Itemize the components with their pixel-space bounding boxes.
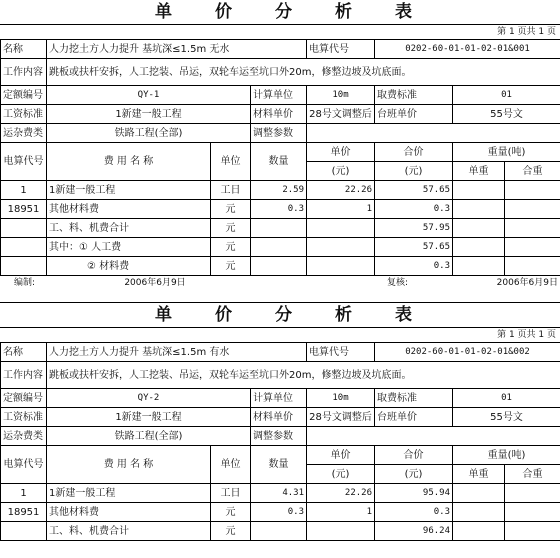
quota-no-label: 定额编号 — [1, 86, 47, 105]
reviewer-label: 复核: — [386, 278, 408, 288]
fee-std-value: 01 — [453, 389, 560, 408]
col-header-total-unit: (元) — [375, 465, 453, 484]
col-header-qty: 数量 — [251, 446, 307, 484]
editor-label: 编制: — [14, 278, 36, 288]
material-price-value: 28号文调整后 — [307, 105, 375, 124]
sheet-footer — [0, 276, 560, 291]
quota-no-label: 定额编号 — [1, 389, 47, 408]
col-header-code: 电算代号 — [1, 446, 47, 484]
machine-price-label: 台班单价 — [375, 408, 453, 427]
col-header-price-unit: (元) — [307, 465, 375, 484]
sheet-title: 单 价 分 析 表 — [0, 302, 560, 327]
table-row: 18951 其他材料费 元 0.3 1 0.3 — [1, 200, 560, 219]
machine-price-label: 台班单价 — [375, 105, 453, 124]
col-header-total-weight: 合重 — [505, 162, 560, 181]
name-label: 名称 — [1, 343, 47, 362]
calc-code-label: 电算代号 — [307, 343, 375, 362]
adjust-param-value — [307, 427, 560, 446]
analysis-table — [0, 342, 560, 541]
table-row: 18951 其他材料费 元 0.3 1 0.3 — [1, 503, 560, 522]
col-header-total: 合价 — [375, 446, 453, 465]
misc-transport-value: 铁路工程(全部) — [47, 124, 251, 143]
wage-std-label: 工资标准 — [1, 408, 47, 427]
table-row: 工、料、机费合计 元 57.95 — [1, 219, 560, 238]
page-info: 第 1 页共 1 页 — [0, 327, 560, 342]
col-header-price: 单价 — [307, 143, 375, 162]
name-label: 名称 — [1, 40, 47, 59]
col-header-total-unit: (元) — [375, 162, 453, 181]
adjust-param-label: 调整参数 — [251, 124, 307, 143]
page-info: 第 1 页共 1 页 — [0, 24, 560, 39]
work-content-value: 跳板或扶杆安拆，人工挖装、吊运，双轮车运至坑口外20m，修整边坡及坑底面。 — [47, 362, 560, 389]
col-header-name: 费 用 名 称 — [47, 446, 211, 484]
work-content-label: 工作内容 — [1, 362, 47, 389]
col-header-unit: 单位 — [211, 446, 251, 484]
fee-std-label: 取费标准 — [375, 86, 453, 105]
misc-transport-label: 运杂费类 — [1, 427, 47, 446]
col-header-total-weight: 合重 — [505, 465, 560, 484]
material-price-label: 材料单价 — [251, 105, 307, 124]
misc-transport-label: 运杂费类 — [1, 124, 47, 143]
col-header-price-unit: (元) — [307, 162, 375, 181]
calc-unit-label: 计算单位 — [251, 389, 307, 408]
wage-std-value: 1新建一般工程 — [47, 408, 251, 427]
analysis-table — [0, 39, 560, 276]
work-content-label: 工作内容 — [1, 59, 47, 86]
table-row: 其中：① 人工费 元 57.65 — [1, 238, 560, 257]
edit-date: 2006年6月9日 — [124, 278, 186, 288]
col-header-code: 电算代号 — [1, 143, 47, 181]
table-row: 工、料、机费合计 元 96.24 — [1, 522, 560, 541]
wage-std-value: 1新建一般工程 — [47, 105, 251, 124]
sheet-title: 单 价 分 析 表 — [155, 2, 412, 22]
table-row: ② 材料费 元 0.3 — [1, 257, 560, 276]
table-row: 1 1新建一般工程 工日 2.59 22.26 57.65 — [1, 181, 560, 200]
work-content-value: 跳板或扶杆安拆，人工挖装、吊运，双轮车运至坑口外20m，修整边坡及坑底面。 — [47, 59, 560, 86]
calc-code-value: 0202-60-01-01-02-01&001 — [375, 40, 560, 59]
col-header-name: 费 用 名 称 — [47, 143, 211, 181]
adjust-param-label: 调整参数 — [251, 427, 307, 446]
material-price-label: 材料单价 — [251, 408, 307, 427]
col-header-unit: 单位 — [211, 143, 251, 181]
quota-no-value: QY-1 — [47, 86, 251, 105]
machine-price-value: 55号文 — [453, 105, 560, 124]
wage-std-label: 工资标准 — [1, 105, 47, 124]
material-price-value: 28号文调整后 — [307, 408, 375, 427]
calc-unit-value: 10m — [307, 389, 375, 408]
col-header-unit-weight: 单重 — [453, 162, 505, 181]
calc-unit-value: 10m — [307, 86, 375, 105]
item-name: 人力挖土方人力提升 基坑深≤1.5m 无水 — [47, 40, 307, 59]
col-header-unit-weight: 单重 — [453, 465, 505, 484]
fee-std-value: 01 — [453, 86, 560, 105]
table-row: 1 1新建一般工程 工日 4.31 22.26 95.94 — [1, 484, 560, 503]
review-date: 2006年6月9日 — [496, 278, 558, 288]
sheet-2 — [0, 302, 560, 541]
calc-unit-label: 计算单位 — [251, 86, 307, 105]
fee-std-label: 取费标准 — [375, 389, 453, 408]
col-header-weight: 重量(吨) — [453, 143, 560, 162]
machine-price-value: 55号文 — [453, 408, 560, 427]
col-header-price: 单价 — [307, 446, 375, 465]
calc-code-value: 0202-60-01-01-02-01&002 — [375, 343, 560, 362]
col-header-total: 合价 — [375, 143, 453, 162]
quota-no-value: QY-2 — [47, 389, 251, 408]
calc-code-label: 电算代号 — [307, 40, 375, 59]
item-name: 人力挖土方人力提升 基坑深≤1.5m 有水 — [47, 343, 307, 362]
col-header-weight: 重量(吨) — [453, 446, 560, 465]
adjust-param-value — [307, 124, 560, 143]
misc-transport-value: 铁路工程(全部) — [47, 427, 251, 446]
col-header-qty: 数量 — [251, 143, 307, 181]
